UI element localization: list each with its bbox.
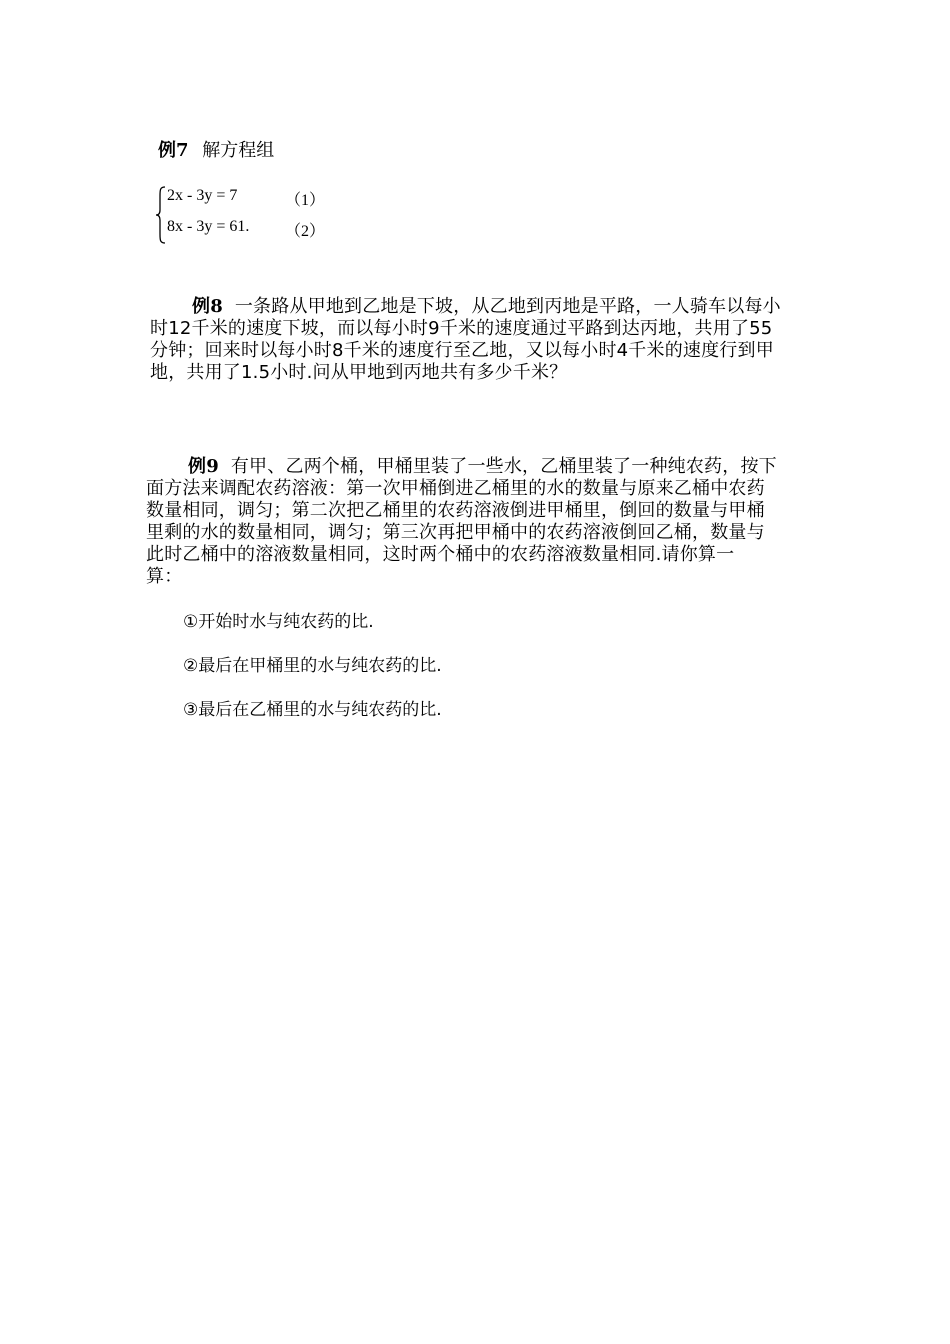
example9-label: 例9	[188, 456, 219, 477]
example8-line-4: 地，共用了1.5小时.问从甲地到丙地共有多少千米？	[150, 362, 568, 383]
example9-item-3: ③最后在乙桶里的水与纯农药的比.	[183, 700, 442, 720]
example9-line-5: 此时乙桶中的溶液数量相同，这时两个桶中的农药溶液数量相同.请你算一	[146, 544, 735, 565]
example9-paragraph	[146, 456, 796, 588]
example7-heading	[158, 136, 274, 162]
equation-2-number: （2）	[285, 223, 326, 240]
example9-line-4: 里剩的水的数量相同，调匀；第三次再把甲桶中的农药溶液倒回乙桶，数量与	[146, 522, 765, 543]
example9-line-1: 有甲、乙两个桶，甲桶里装了一些水，乙桶里装了一种纯农药，按下	[230, 456, 777, 477]
example8-line	[150, 296, 800, 318]
equation-1: 2x - 3y = 7	[167, 187, 238, 204]
example8-line-3: 分钟；回来时以每小时8千米的速度行至乙地，又以每小时4千米的速度行到甲	[150, 340, 774, 361]
example8-paragraph	[150, 296, 800, 384]
example9-line-6: 算：	[146, 566, 183, 587]
equation-2: 8x - 3y = 61.	[167, 218, 250, 235]
example7-label: 例7	[158, 140, 189, 161]
example9-line-2: 面方法来调配农药溶液：第一次甲桶倒进乙桶里的水的数量与原来乙桶中农药	[146, 478, 765, 499]
example8-line-2: 时12千米的速度下坡，而以每小时9千米的速度通过平路到达丙地，共用了55	[150, 318, 773, 339]
example9-line	[146, 456, 796, 478]
example9-item-1: ①开始时水与纯农药的比.	[183, 612, 374, 632]
left-brace	[155, 186, 167, 244]
equation-1-number: （1）	[285, 192, 326, 209]
example8-label: 例8	[192, 296, 223, 317]
example7-title: 解方程组	[202, 140, 275, 161]
example9-item-2: ②最后在甲桶里的水与纯农药的比.	[183, 656, 442, 676]
example8-line-1: 一条路从甲地到乙地是下坡，从乙地到丙地是平路，一人骑车以每小	[234, 296, 781, 317]
example9-line-3: 数量相同，调匀；第二次把乙桶里的农药溶液倒进甲桶里，倒回的数量与甲桶	[146, 500, 765, 521]
